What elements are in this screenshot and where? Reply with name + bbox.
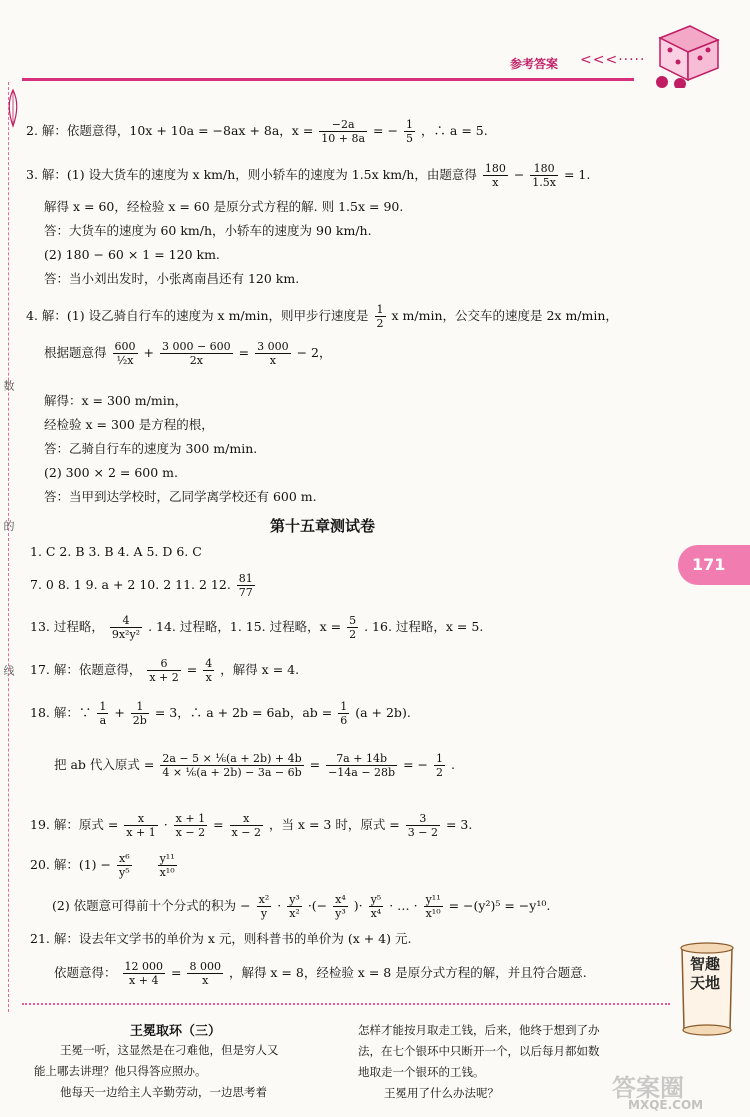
header-arrows: <<<····· [580,52,646,68]
problem-4-line-4: 经检验 x = 300 是方程的根， [44,417,214,432]
problem-3-line-2: 解得 x = 60，经检验 x = 60 是原分式方程的解. 则 1.5x = 90. [44,199,404,214]
scroll-text: 智趣天地 [690,955,721,992]
section-title: 第十五章测试卷 [270,517,376,535]
watermark-url: MXQE.COM [628,1098,704,1112]
footer-right-line: 地取走一个银环的工钱。 [358,1065,485,1079]
problem-17-line: 17. 解：依题意得， $\frac{6}{x + 2}$ = $\frac{4}{x}$ ，解得 x = 4. [30,657,300,684]
problem-4-line-5: 答：乙骑自行车的速度为 300 m/min. [44,441,258,456]
footer-story-title: 王冕取环（三） [130,1024,222,1039]
header-label: 参考答案 [510,57,559,71]
problem-4-line-2: 根据题意得 $\frac{600}{\text{½x}}$ + $\frac{3 000 - 600}{2x}$ = $\frac{3 000}{x}$ − 2， [44,340,332,367]
problem-3-line-1: 3. 解：(1) 设大货车的速度为 x km/h，则小轿车的速度为 1.5x km/h，由题意得 $\frac{180}{x}$ − $\frac{180}{1.5x}$ = 1. [26,162,591,189]
problem-3-line-4: (2) 180 − 60 × 1 = 120 km. [44,247,220,262]
watermark-logo: 答案圈 [612,1074,684,1102]
problem-20-line-1: 20. 解：(1) − $\frac{\text{x⁶}}{\text{y⁵}}$ $\frac{\text{y¹¹}}{\text{x¹⁰}}$ [30,852,175,879]
problem-19-line: 19. 解：原式 = $\frac{x}{x + 1}$ · $\frac{x + 1}{x - 2}$ = $\frac{x}{x - 2}$ ，当 x = 3 时，原式 = $\frac{3}{3 - 2}$ = 3. [30,812,473,839]
dice-cube-decoration-icon [640,18,730,88]
footer-left-line: 王冕一听，这显然是在刁难他，但是穷人又 [60,1043,279,1057]
footer-left-line: 能上哪去讲理？他只得答应照办。 [34,1064,207,1078]
footer-right-line: 王冕用了什么办法呢？ [384,1086,499,1100]
margin-mark-3: 线 [2,665,15,676]
test-answers-13-16: 13. 过程略， $\frac{4}{\text{9x²y²}}$ . 14. 过程略，1. 15. 过程略，x = $\frac{5}{2}$ . 16. 过程略，x = 5. [30,614,484,641]
problem-4-line-7: 答：当甲到达学校时，乙同学离学校还有 600 m. [44,489,317,504]
problem-2-line: 2. 解：依题意得，10x + 10a = −8ax + 8a，x = $\frac{-2a}{10 + 8a}$ = − $\frac{1}{5}$ ，∴ a = 5. [26,118,488,145]
footer-dotted-rule [22,1003,670,1005]
problem-18-line-2: 把 ab 代入原式 = $\frac{\text{2a − 5 × ⅙(a + 2b) + 4b}}{\text{4 × ⅙(a + 2b) − 3a − 6b}}$ = $\frac{7a + 14b}{-14a - 28b}$ = − $\frac{1}{2}$ . [54,752,455,779]
problem-3-line-5: 答：当小刘出发时，小张离南昌还有 120 km. [44,271,300,286]
margin-mark-2: 的 [2,520,15,531]
problem-4-line-1: 4. 解：(1) 设乙骑自行车的速度为 x m/min，则甲步行速度是 $\frac{1}{2}$ x m/min，公交车的速度是 2x m/min， [26,303,618,330]
header-rule [22,78,634,81]
problem-20-line-2: (2) 依题意可得前十个分式的积为 − $\frac{\text{x²}}{y}$ · $\frac{\text{y³}}{\text{x²}}$ ·(− $\frac{\text{x⁴}}{\text{y³}}$ )· $\frac{\text{y⁵}}{\text{x⁴}}$ · … · $\frac{\text{y¹¹}}{\text{x¹⁰}}$ = −(y²)⁵ = −y¹⁰. [52,893,551,920]
test-answers-7-12: 7. 0 8. 1 9. a + 2 10. 2 11. 2 12. $\frac{81}{77}$ [30,572,253,599]
margin-dashed-line [8,82,10,1012]
problem-21-line-2: 依题意得： $\frac{12 000}{x + 4}$ = $\frac{8 000}{x}$ ，解得 x = 8，经检验 x = 8 是原分式方程的解，并且符合题意. [54,960,587,987]
problem-18-line-1: 18. 解：∵ $\frac{1}{a}$ + $\frac{1}{2b}$ = 3，∴ a + 2b = 6ab，ab = $\frac{1}{6}$ (a + 2b). [30,700,411,727]
test-answers-1-6: 1. C 2. B 3. B 4. A 5. D 6. C [30,544,202,559]
footer-left-column [34,1040,334,1103]
footer-right-line: 法，在七个银环中只断开一个，以后每月都如数 [358,1044,600,1058]
problem-4-line-6: (2) 300 × 2 = 600 m. [44,465,178,480]
footer-right-line: 怎样才能按月取走工钱，后来，他终于想到了办 [358,1023,600,1037]
problem-21-line-1: 21. 解：设去年文学书的单价为 x 元，则科普书的单价为 (x + 4) 元. [30,931,412,946]
problem-3-line-3: 答：大货车的速度为 60 km/h，小轿车的速度为 90 km/h. [44,223,372,238]
problem-4-line-3: 解得：x = 300 m/min， [44,393,188,408]
footer-left-line: 他每天一边给主人辛勤劳动，一边思考着 [60,1085,267,1099]
margin-mark-1: 数 [2,380,15,391]
page-number-tab: 171 [678,545,750,585]
